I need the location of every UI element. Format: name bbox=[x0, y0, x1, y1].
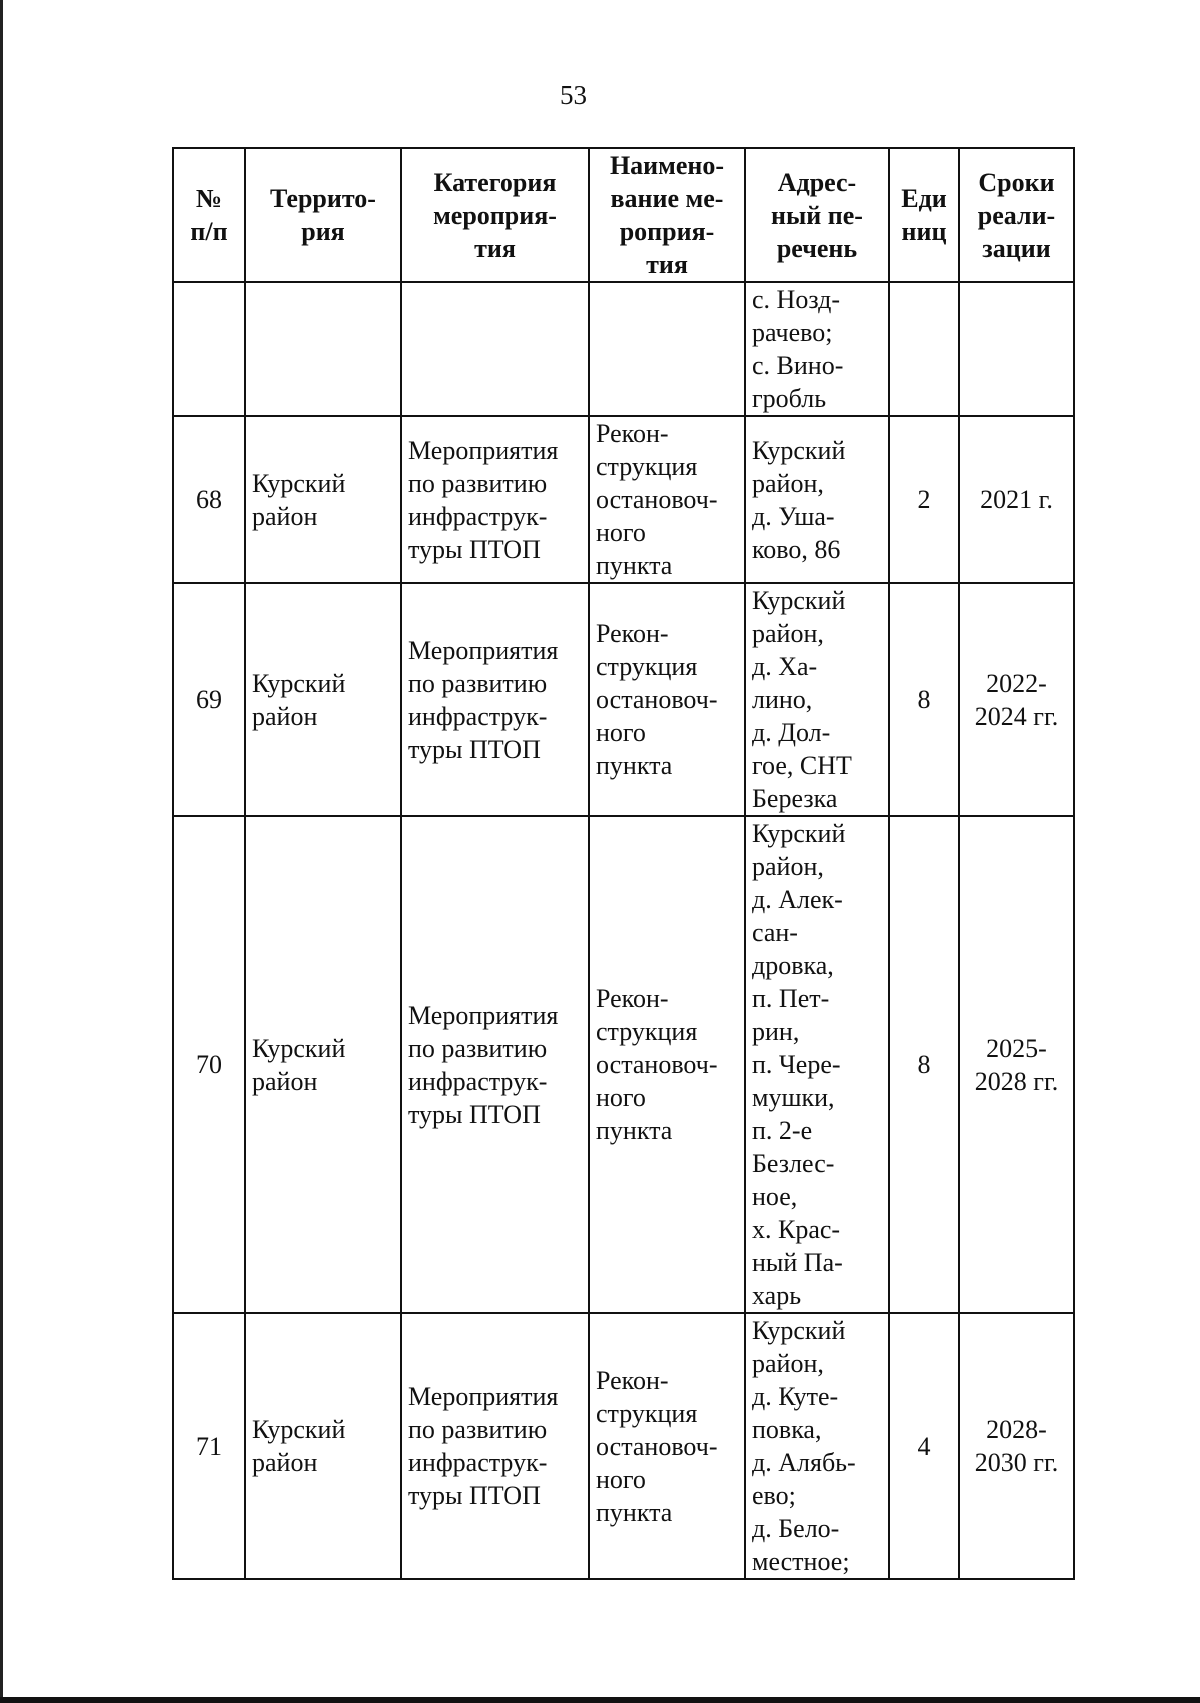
cell-territory: Курский район bbox=[245, 1313, 401, 1579]
table-row bbox=[173, 416, 1074, 583]
cell-term: 2025- 2028 гг. bbox=[959, 816, 1074, 1313]
cell-measure-name bbox=[589, 282, 745, 416]
header-measure-name: Наимено- вание ме- роприя- тия bbox=[589, 148, 745, 282]
cell-term: 2022- 2024 гг. bbox=[959, 583, 1074, 816]
cell-number: 68 bbox=[173, 416, 245, 583]
cell-category: Мероприятия по развитию инфраструк- туры ПТОП bbox=[401, 1313, 589, 1579]
cell-address: Курский район, д. Ха- лино, д. Дол- гое, СНТ Березка bbox=[745, 583, 889, 816]
cell-units: 8 bbox=[889, 816, 959, 1313]
cell-term bbox=[959, 282, 1074, 416]
cell-number: 69 bbox=[173, 583, 245, 816]
page-number: 53 bbox=[560, 80, 587, 110]
table-row bbox=[173, 583, 1074, 816]
header-terms: Сроки реали- зации bbox=[959, 148, 1074, 282]
table-row bbox=[173, 816, 1074, 1313]
cell-category: Мероприятия по развитию инфраструк- туры ПТОП bbox=[401, 416, 589, 583]
cell-territory: Курский район bbox=[245, 416, 401, 583]
cell-territory: Курский район bbox=[245, 583, 401, 816]
cell-number bbox=[173, 282, 245, 416]
table-row bbox=[173, 282, 1074, 416]
cell-category: Мероприятия по развитию инфраструк- туры ПТОП bbox=[401, 816, 589, 1313]
cell-units: 4 bbox=[889, 1313, 959, 1579]
cell-term: 2028- 2030 гг. bbox=[959, 1313, 1074, 1579]
header-address-list: Адрес- ный пе- речень bbox=[745, 148, 889, 282]
cell-measure-name: Рекон- струкция остановоч- ного пункта bbox=[589, 583, 745, 816]
cell-measure-name: Рекон- струкция остановоч- ного пункта bbox=[589, 816, 745, 1313]
measures-table bbox=[172, 147, 1075, 1580]
header-territory: Террито- рия bbox=[245, 148, 401, 282]
cell-category bbox=[401, 282, 589, 416]
cell-term: 2021 г. bbox=[959, 416, 1074, 583]
cell-units: 2 bbox=[889, 416, 959, 583]
page-left-edge bbox=[0, 0, 3, 1703]
header-category: Категория мероприя- тия bbox=[401, 148, 589, 282]
header-units: Еди ниц bbox=[889, 148, 959, 282]
cell-measure-name: Рекон- струкция остановоч- ного пункта bbox=[589, 416, 745, 583]
cell-address: Курский район, д. Уша- ково, 86 bbox=[745, 416, 889, 583]
cell-units: 8 bbox=[889, 583, 959, 816]
header-number: № п/п bbox=[173, 148, 245, 282]
cell-number: 71 bbox=[173, 1313, 245, 1579]
page-bottom-edge bbox=[0, 1697, 1200, 1703]
cell-measure-name: Рекон- струкция остановоч- ного пункта bbox=[589, 1313, 745, 1579]
cell-territory: Курский район bbox=[245, 816, 401, 1313]
cell-address: Курский район, д. Куте- повка, д. Алябь- ево; д. Бело- местное; bbox=[745, 1313, 889, 1579]
cell-units bbox=[889, 282, 959, 416]
cell-category: Мероприятия по развитию инфраструк- туры ПТОП bbox=[401, 583, 589, 816]
cell-address: Курский район, д. Алек- сан- дровка, п. Пет- рин, п. Чере- мушки, п. 2-е Безлес- ное, х. Крас- ный Па- харь bbox=[745, 816, 889, 1313]
cell-territory bbox=[245, 282, 401, 416]
cell-number: 70 bbox=[173, 816, 245, 1313]
table-header-row bbox=[173, 148, 1074, 282]
table-row bbox=[173, 1313, 1074, 1579]
cell-address: с. Нозд- рачево; с. Вино- гробль bbox=[745, 282, 889, 416]
